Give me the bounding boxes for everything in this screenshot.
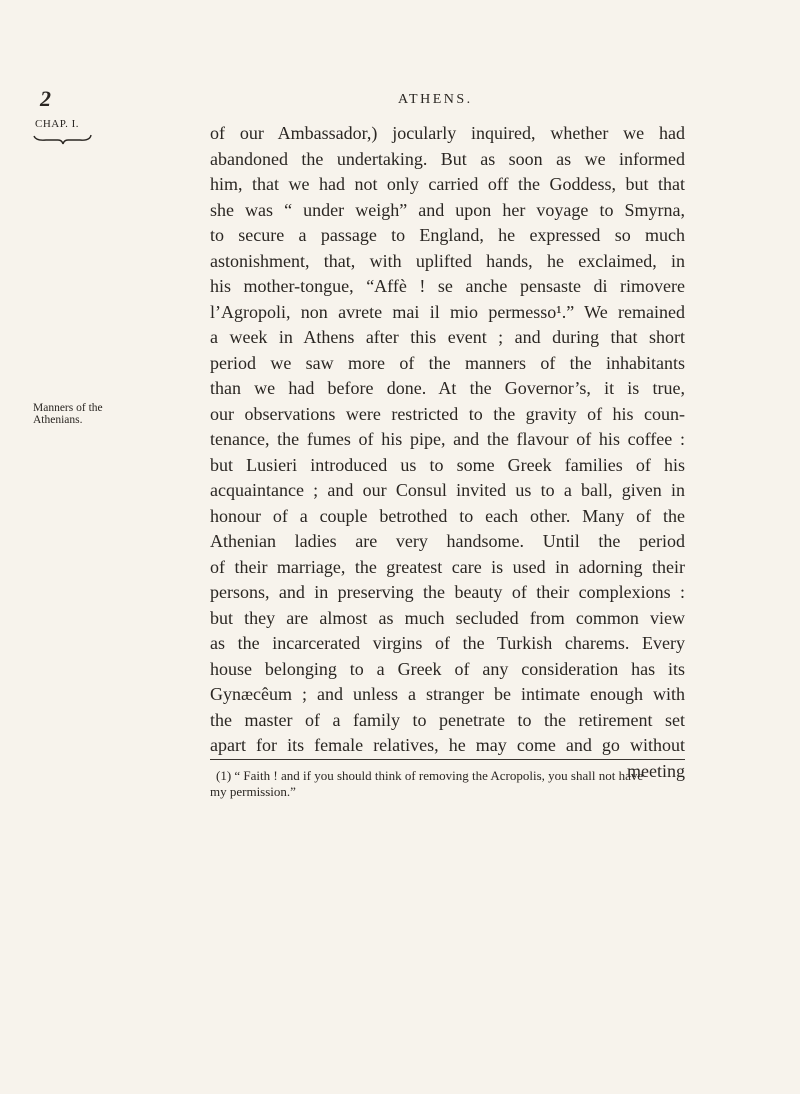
body-line-4: she was “ under weigh” and upon her voyage to Smyrna, [210, 199, 685, 220]
body-line-7: his mother-tongue, “Affè ! se anche pensaste di rimovere [210, 276, 685, 296]
body-line-22: house belonging to a Greek of any consideration has its [210, 658, 685, 679]
chapter-brace [32, 133, 92, 145]
body-line-18: of their marriage, the greatest care is used in adorning their [210, 556, 685, 577]
body-line-1: of our Ambassador,) jocularly inquired, whether we had [210, 123, 685, 143]
side-note-line-2: Athenians. [33, 414, 83, 426]
side-note [33, 402, 123, 426]
body-line-15: acquaintance ; and our Consul invited us to a ball, given in [210, 480, 685, 500]
body-line-20: but they are almost as much secluded from common view [210, 607, 685, 628]
body-line-21: as the incarcerated virgins of the Turkish charems. Every [210, 633, 685, 653]
body-line-23: Gynæcêum ; and unless a stranger be intimate enough with [210, 684, 685, 704]
page-number: 2 [40, 86, 51, 111]
footnote [210, 768, 685, 800]
body-line-6: astonishment, that, with uplifted hands, he exclaimed, in [210, 250, 685, 271]
side-note-line-1: Manners of the [33, 402, 103, 414]
running-head: ATHENS. [398, 92, 473, 107]
footnote-line-1: (1) “ Faith ! and if you should think of removing the Acropolis, you shall not have [216, 768, 644, 783]
chapter-label: CHAP. I. [35, 118, 80, 130]
body-line-10: period we saw more of the manners of the inhabitants [210, 352, 685, 373]
body-line-13: tenance, the fumes of his pipe, and the flavour of his coffee : [210, 429, 685, 449]
body-line-11: than we had before done. At the Governor’s, it is true, [210, 378, 685, 398]
body-line-19: persons, and in preserving the beauty of their complexions : [210, 582, 685, 602]
footnote-rule [210, 759, 685, 760]
footnote-line-2: my permission.” [210, 784, 296, 799]
catchword: meeting [627, 760, 685, 781]
body-line-16: honour of a couple betrothed to each other. Many of the [210, 505, 685, 526]
body-line-3: him, that we had not only carried off the Goddess, but that [210, 174, 685, 194]
body-line-5: to secure a passage to England, he expressed so much [210, 225, 685, 245]
body-line-12: our observations were restricted to the gravity of his coun- [210, 403, 685, 424]
body-line-17: Athenian ladies are very handsome. Until the period [210, 531, 685, 551]
body-line-8: l’Agropoli, non avrete mai il mio permesso¹.” We remained [210, 301, 685, 322]
body-text [210, 121, 685, 784]
body-line-9: a week in Athens after this event ; and during that short [210, 327, 685, 347]
body-line-25: apart for its female relatives, he may come and go without [210, 735, 685, 755]
body-line-24: the master of a family to penetrate to the retirement set [210, 709, 685, 730]
body-line-14: but Lusieri introduced us to some Greek families of his [210, 454, 685, 475]
body-line-2: abandoned the undertaking. But as soon as we informed [210, 148, 685, 169]
